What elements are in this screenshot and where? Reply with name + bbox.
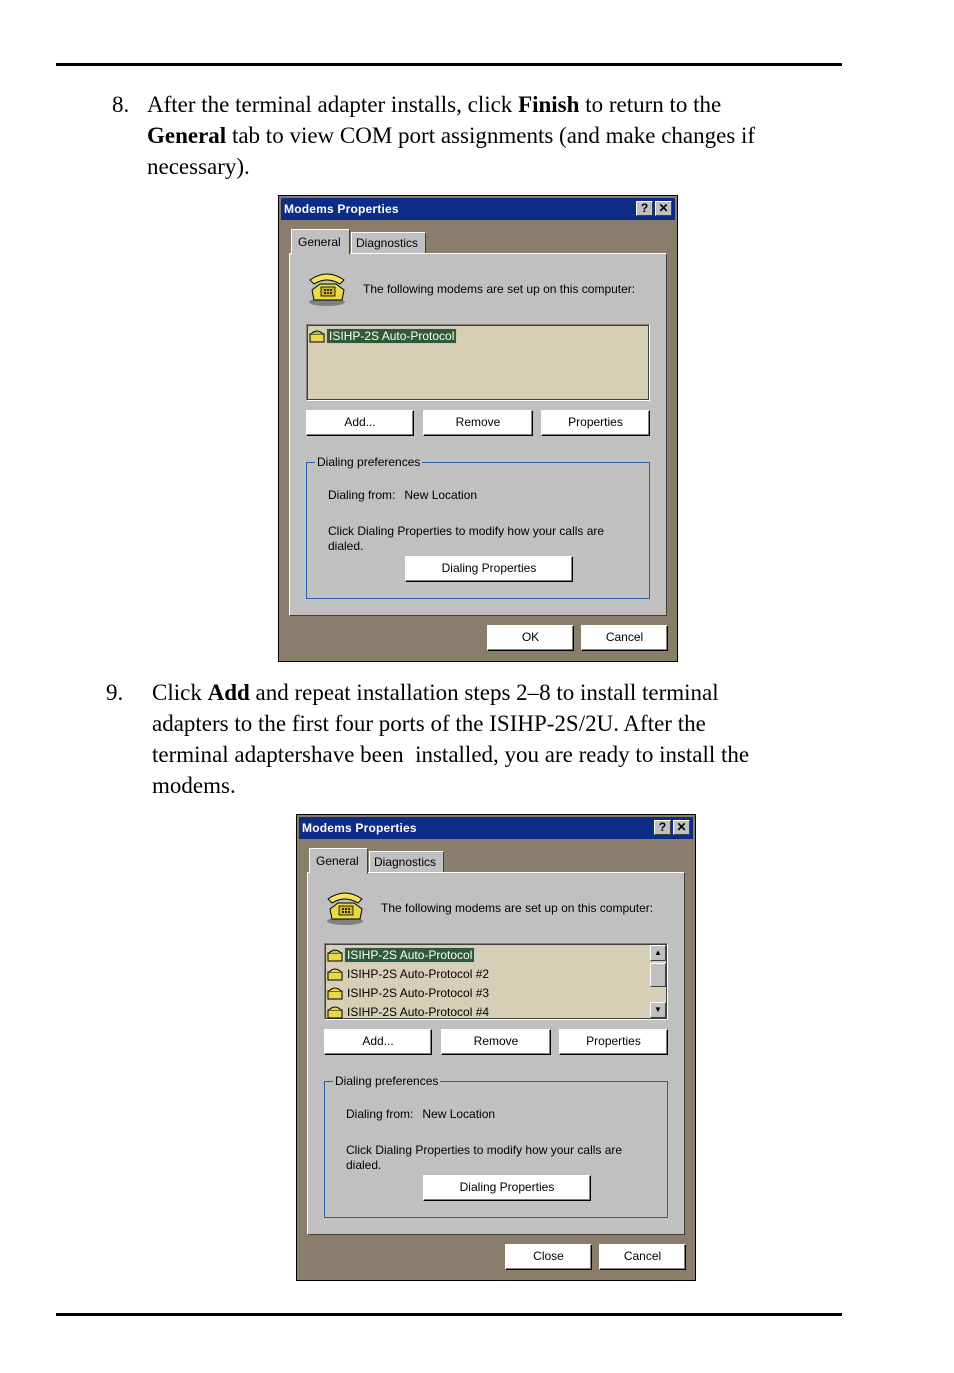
telephone-icon bbox=[306, 268, 348, 308]
list-item[interactable] bbox=[327, 984, 491, 1002]
general-term: General bbox=[147, 123, 227, 148]
dialing-from bbox=[346, 1107, 495, 1121]
text-run: to return to the bbox=[579, 92, 722, 117]
modem-name: ISIHP-2S Auto-Protocol #4 bbox=[347, 1005, 490, 1019]
tab-general[interactable]: General bbox=[291, 229, 350, 255]
text-run: tab to view COM port assignments (and make changes if bbox=[226, 123, 756, 148]
step-text bbox=[152, 677, 842, 801]
text-run: and repeat installation steps 2–8 to install terminal bbox=[249, 680, 719, 705]
modem-name: ISIHP-2S Auto-Protocol #2 bbox=[347, 967, 490, 981]
step-number: 8. bbox=[112, 92, 130, 117]
step-text bbox=[147, 89, 847, 182]
dialing-from bbox=[328, 488, 477, 502]
dialing-info-text: Click Dialing Properties to modify how your calls are dialed. bbox=[328, 524, 605, 553]
close-dialog-button[interactable]: Close bbox=[505, 1244, 592, 1270]
modems-properties-dialog-1 bbox=[278, 195, 678, 662]
group-label: Dialing preferences bbox=[335, 1074, 439, 1088]
help-button[interactable]: ? bbox=[654, 820, 671, 835]
group-label: Dialing preferences bbox=[317, 455, 421, 469]
finish-term: Finish bbox=[518, 92, 580, 117]
scroll-down-icon[interactable]: ▼ bbox=[650, 1002, 666, 1018]
scroll-thumb[interactable] bbox=[650, 963, 666, 987]
properties-button[interactable]: Properties bbox=[559, 1029, 668, 1055]
dialing-properties-button[interactable]: Dialing Properties bbox=[405, 556, 573, 582]
help-button[interactable]: ? bbox=[636, 201, 653, 216]
text-run: Click bbox=[152, 680, 208, 705]
add-button[interactable]: Add... bbox=[324, 1029, 432, 1055]
dialing-from-value: New Location bbox=[404, 488, 478, 502]
properties-button[interactable]: Properties bbox=[541, 410, 650, 436]
step-number: 9. bbox=[106, 680, 124, 705]
dialing-preferences-group bbox=[306, 455, 650, 599]
close-button[interactable]: ✕ bbox=[673, 820, 690, 835]
modem-name: ISIHP-2S Auto-Protocol #3 bbox=[347, 986, 490, 1000]
intro-text: The following modems are set up on this computer: bbox=[381, 901, 654, 915]
modem-list[interactable] bbox=[306, 324, 650, 401]
dialing-from-label: Dialing from: bbox=[328, 488, 396, 502]
text-line: modems. bbox=[152, 773, 236, 798]
step-8 bbox=[112, 89, 842, 184]
dialing-info-text: Click Dialing Properties to modify how your calls are dialed. bbox=[346, 1143, 623, 1172]
tab-general[interactable]: General bbox=[309, 848, 368, 874]
text-run: After the terminal adapter installs, click bbox=[147, 92, 519, 117]
telephone-icon bbox=[324, 887, 366, 927]
text-line: terminal adaptershave been installed, you are ready to install the bbox=[152, 742, 750, 767]
dialing-properties-button[interactable]: Dialing Properties bbox=[423, 1175, 591, 1201]
ok-button[interactable]: OK bbox=[487, 625, 574, 651]
bottom-rule bbox=[56, 1313, 842, 1316]
modem-name: ISIHP-2S Auto-Protocol bbox=[347, 948, 473, 962]
remove-button[interactable]: Remove bbox=[441, 1029, 551, 1055]
cancel-button[interactable]: Cancel bbox=[599, 1244, 686, 1270]
dialog-title: Modems Properties bbox=[302, 821, 417, 835]
scroll-up-icon[interactable]: ▲ bbox=[650, 945, 666, 961]
modem-icon bbox=[327, 966, 343, 982]
modems-properties-dialog-2 bbox=[296, 814, 696, 1281]
modem-icon bbox=[327, 985, 343, 1001]
dialing-from-label: Dialing from: bbox=[346, 1107, 414, 1121]
title-bar bbox=[281, 198, 675, 220]
add-term: Add bbox=[207, 680, 250, 705]
tab-diagnostics[interactable]: Diagnostics bbox=[369, 851, 444, 873]
list-item[interactable] bbox=[327, 1003, 491, 1020]
list-item[interactable] bbox=[327, 965, 491, 983]
modem-name: ISIHP-2S Auto-Protocol bbox=[329, 329, 455, 343]
tab-panel bbox=[289, 253, 667, 616]
remove-button[interactable]: Remove bbox=[423, 410, 533, 436]
dialing-from-value: New Location bbox=[422, 1107, 496, 1121]
step-9 bbox=[106, 677, 842, 802]
close-button[interactable]: ✕ bbox=[655, 201, 672, 216]
cancel-button[interactable]: Cancel bbox=[581, 625, 668, 651]
list-scrollbar[interactable] bbox=[650, 945, 666, 1018]
add-button[interactable]: Add... bbox=[306, 410, 414, 436]
modem-icon bbox=[309, 328, 325, 344]
text-line: necessary). bbox=[147, 154, 250, 179]
modem-list[interactable] bbox=[324, 943, 668, 1020]
modem-icon bbox=[327, 947, 343, 963]
tab-diagnostics[interactable]: Diagnostics bbox=[351, 232, 426, 254]
list-item[interactable] bbox=[327, 946, 474, 964]
dialing-preferences-group bbox=[324, 1074, 668, 1218]
intro-text: The following modems are set up on this computer: bbox=[363, 282, 636, 296]
list-item[interactable] bbox=[309, 327, 456, 345]
tab-panel bbox=[307, 872, 685, 1235]
top-rule bbox=[56, 63, 842, 66]
dialog-title: Modems Properties bbox=[284, 202, 399, 216]
text-line: adapters to the first four ports of the ISIHP-2S/2U. After the bbox=[152, 711, 706, 736]
title-bar bbox=[299, 817, 693, 839]
modem-icon bbox=[327, 1004, 343, 1020]
